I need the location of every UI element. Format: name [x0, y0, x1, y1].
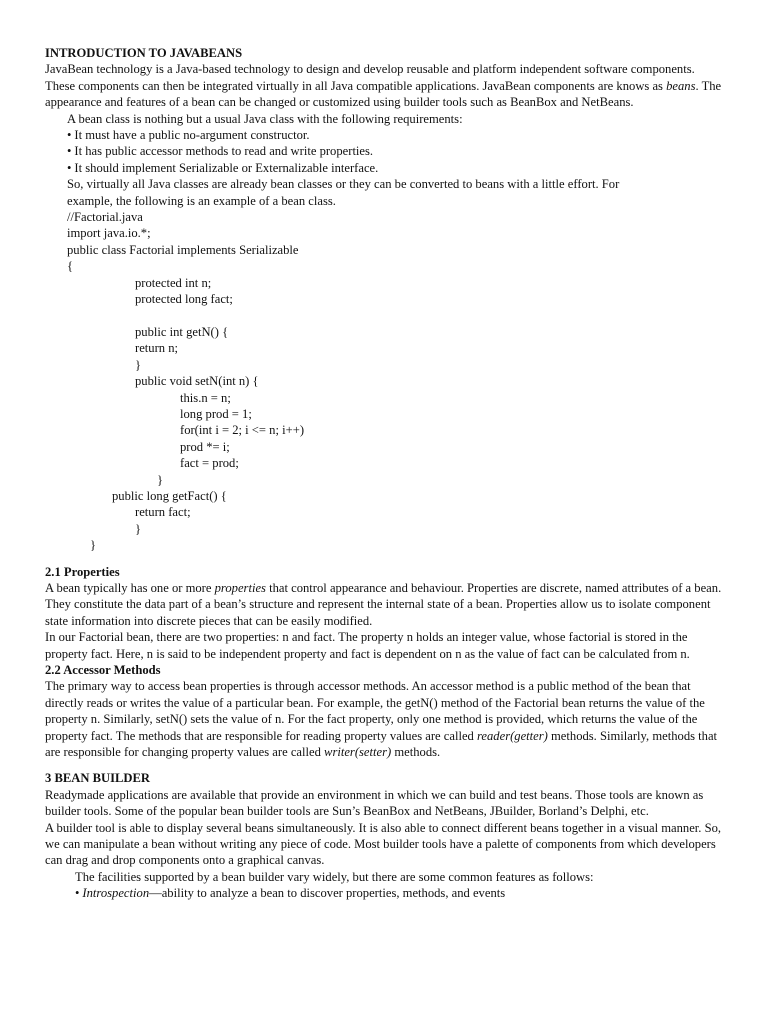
code-line: public class Factorial implements Serializable [67, 242, 299, 257]
requirement-item: • It should implement Serializable or Externalizable interface. [45, 160, 725, 176]
accessor-paragraph: The primary way to access bean properties is through accessor methods. An accessor method is a public method of the bean that directly reads or writes the value of a particular bean. For example, the getN() method of the Factorial bean returns the value of the property n. Similarly, setN() sets the value of n. For the fact property, only one method is provided, which returns the value of the property fact. The methods that are responsible for reading property values are called reader(getter) methods. Similarly, methods that are responsible for changing property values are called writer(setter) methods. [45, 679, 718, 760]
document-content [45, 45, 725, 902]
bean-class-note-line2: example, the following is an example of a bean class. [67, 193, 336, 208]
requirement-item: • It must have a public no-argument constructor. [45, 127, 725, 143]
code-line: return n; [135, 341, 179, 356]
requirement-item: • It has public accessor methods to read and write properties. [45, 143, 725, 159]
code-line: public long getFact() { [112, 488, 227, 503]
section-heading-bean-builder: 3 BEAN BUILDER [45, 771, 150, 786]
code-line: protected int n; [135, 275, 212, 290]
code-line: fact = prod; [180, 456, 239, 471]
code-line: { [67, 259, 74, 274]
code-line: } [90, 538, 97, 553]
code-line: return fact; [135, 505, 191, 520]
code-line: import java.io.*; [67, 226, 151, 241]
section-heading-accessor: 2.2 Accessor Methods [45, 663, 161, 678]
intro-paragraph: JavaBean technology is a Java-based technology to design and develop reusable and platform independent software components. These components can then be integrated virtually in all Java compatible applications. JavaBean components are knows as beans. The appearance and features of a bean can be changed or customized using builder tools such as BeanBox and NetBeans. [45, 62, 722, 110]
code-line: } [135, 357, 142, 372]
code-blank-line [45, 308, 725, 324]
code-line: } [135, 521, 142, 536]
code-line: public int getN() { [135, 324, 229, 339]
code-line: public void setN(int n) { [135, 374, 259, 389]
builder-paragraph-2: A builder tool is able to display several beans simultaneously. It is also able to connect different beans together in a visual manner. So, we can manipulate a bean without writing any piece of code. Most builder tools have a palette of components from which developers can drag and drop components onto a graphical canvas. [45, 820, 722, 868]
feature-item-introspection: • Introspection—ability to analyze a bean to discover properties, methods, and events [45, 885, 725, 901]
builder-paragraph-3: The facilities supported by a bean builder vary widely, but there are some common features as follows: [75, 869, 594, 884]
code-line: this.n = n; [180, 390, 231, 405]
code-line: protected long fact; [135, 292, 233, 307]
bean-class-note-line1: So, virtually all Java classes are already bean classes or they can be converted to beans with a little effort. For [67, 177, 620, 192]
section-heading-properties: 2.1 Properties [45, 564, 120, 579]
code-line: prod *= i; [180, 439, 230, 454]
properties-paragraph-2: In our Factorial bean, there are two properties: n and fact. The property n holds an integer value, whose factorial is stored in the property fact. Here, n is said to be independent property and fact is dependent on n as the value of fact can be calculated from n. [45, 630, 690, 661]
requirements-intro: A bean class is nothing but a usual Java class with the following requirements: [67, 111, 463, 126]
code-line: } [157, 472, 164, 487]
code-listing [45, 209, 725, 554]
page-title: INTRODUCTION TO JAVABEANS [45, 46, 243, 60]
code-line: long prod = 1; [180, 406, 252, 421]
code-line: //Factorial.java [67, 210, 143, 225]
properties-paragraph: A bean typically has one or more properties that control appearance and behaviour. Properties are discrete, named attributes of a bean. They constitute the data part of a bean’s structure and represent the internal state of a bean. Properties allow us to isolate component state information into discrete pieces that can be easily modified. [45, 580, 722, 628]
code-line: for(int i = 2; i <= n; i++) [180, 423, 305, 438]
builder-paragraph-1: Readymade applications are available that provide an environment in which we can build and test beans. Those tools are known as builder tools. Some of the popular bean builder tools are Sun’s BeanBox and NetBeans, JBuilder, Borland’s Delphi, etc. [45, 787, 704, 819]
